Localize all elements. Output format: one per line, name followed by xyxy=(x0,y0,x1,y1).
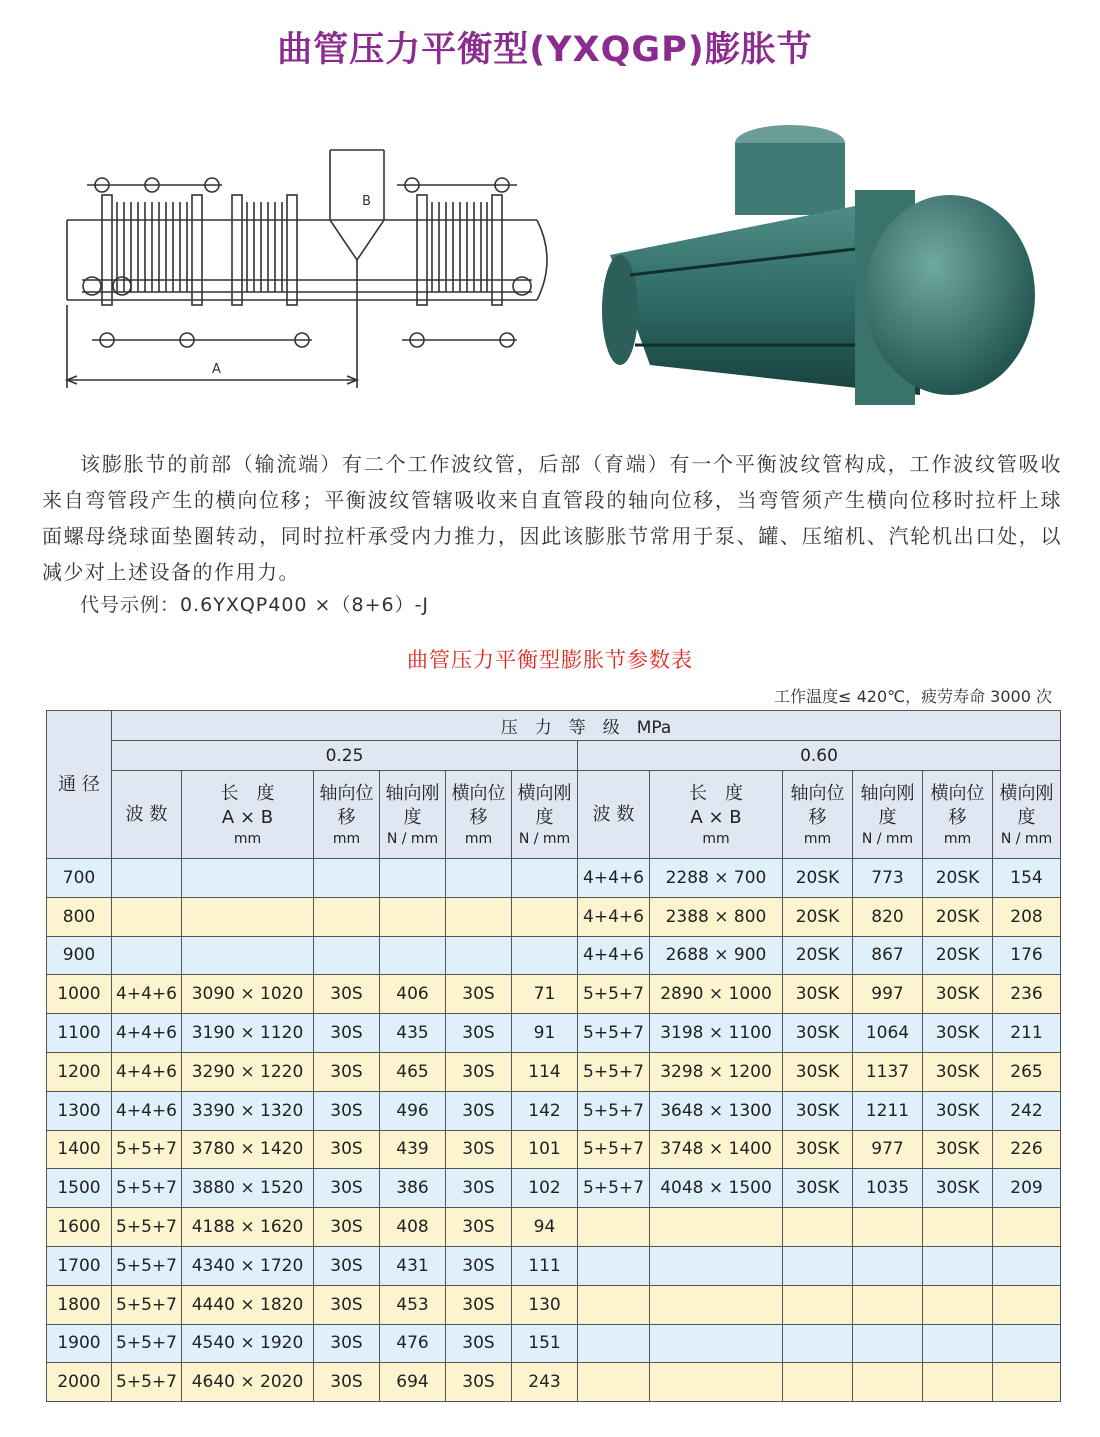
table-row xyxy=(47,1169,1061,1208)
table-cell: 242 xyxy=(993,1091,1061,1130)
table-cell: 3748 × 1400 xyxy=(650,1130,783,1169)
table-cell: 4188 × 1620 xyxy=(182,1208,314,1247)
table-cell: 4540 × 1920 xyxy=(182,1324,314,1363)
axial-stiff-label: 轴向刚度 xyxy=(860,782,915,828)
table-cell xyxy=(578,1208,650,1247)
table-cell: 30SK xyxy=(783,1052,853,1091)
table-cell: 30S xyxy=(314,1091,380,1130)
table-cell: 30SK xyxy=(783,1169,853,1208)
table-cell: 243 xyxy=(512,1363,578,1402)
table-cell: 4048 × 1500 xyxy=(650,1169,783,1208)
table-cell: 30S xyxy=(446,975,512,1014)
table-cell: 30SK xyxy=(783,1130,853,1169)
table-cell: 1064 xyxy=(853,1014,923,1053)
col-lat-stiff-060 xyxy=(993,771,1061,859)
group-025-header: 0.25 xyxy=(112,741,578,771)
axial-disp-label: 轴向位移 xyxy=(790,782,845,828)
axial-stiff-unit: N / mm xyxy=(861,830,914,847)
table-cell: 5+5+7 xyxy=(578,1014,650,1053)
table-row xyxy=(47,1324,1061,1363)
table-cell: 30SK xyxy=(923,1091,993,1130)
table-row xyxy=(47,975,1061,1014)
table-cell: 30S xyxy=(314,1130,380,1169)
table-cell: 5+5+7 xyxy=(112,1246,182,1285)
table-cell: 4440 × 1820 xyxy=(182,1285,314,1324)
table-cell xyxy=(923,1363,993,1402)
col-length-025 xyxy=(182,771,314,859)
col-length-unit: mm xyxy=(702,830,730,847)
table-cell: 30S xyxy=(446,1169,512,1208)
table-cell: 867 xyxy=(853,936,923,975)
table-cell: 30S xyxy=(314,1246,380,1285)
table-cell: 30SK xyxy=(923,1169,993,1208)
table-cell: 2688 × 900 xyxy=(650,936,783,975)
axial-stiff-unit: N / mm xyxy=(386,830,439,847)
table-cell: 30SK xyxy=(923,1130,993,1169)
row-diameter: 1200 xyxy=(47,1052,112,1091)
row-diameter: 1500 xyxy=(47,1169,112,1208)
table-cell xyxy=(314,859,380,898)
table-cell: 94 xyxy=(512,1208,578,1247)
table-cell: 5+5+7 xyxy=(112,1130,182,1169)
table-cell: 20SK xyxy=(783,859,853,898)
table-cell: 265 xyxy=(993,1052,1061,1091)
col-axial-stiff-060 xyxy=(853,771,923,859)
lat-disp-label: 横向位移 xyxy=(451,782,506,828)
table-cell: 3190 × 1120 xyxy=(182,1014,314,1053)
table-cell xyxy=(380,897,446,936)
table-cell: 496 xyxy=(380,1091,446,1130)
table-row xyxy=(47,1285,1061,1324)
table-cell: 5+5+7 xyxy=(112,1208,182,1247)
table-cell: 111 xyxy=(512,1246,578,1285)
table-cell xyxy=(578,1363,650,1402)
table-cell: 154 xyxy=(993,859,1061,898)
table-cell xyxy=(650,1363,783,1402)
table-cell: 5+5+7 xyxy=(112,1324,182,1363)
table-row xyxy=(47,897,1061,936)
table-cell: 3290 × 1220 xyxy=(182,1052,314,1091)
row-diameter: 2000 xyxy=(47,1363,112,1402)
row-diameter: 1800 xyxy=(47,1285,112,1324)
table-cell: 91 xyxy=(512,1014,578,1053)
table-row xyxy=(47,1052,1061,1091)
table-cell xyxy=(650,1285,783,1324)
table-cell: 30S xyxy=(446,1324,512,1363)
table-cell xyxy=(446,897,512,936)
parameter-table xyxy=(46,710,1061,1402)
table-cell xyxy=(923,1324,993,1363)
table-cell xyxy=(923,1208,993,1247)
table-cell xyxy=(182,859,314,898)
table-cell: 4340 × 1720 xyxy=(182,1246,314,1285)
table-row xyxy=(47,1014,1061,1053)
table-cell xyxy=(853,1363,923,1402)
table-cell: 5+5+7 xyxy=(578,975,650,1014)
table-cell: 977 xyxy=(853,1130,923,1169)
table-cell: 30S xyxy=(314,1014,380,1053)
pressure-header: 压 力 等 级 MPa xyxy=(112,711,1061,741)
col-axial-disp-060 xyxy=(783,771,853,859)
table-cell xyxy=(380,936,446,975)
table-cell: 465 xyxy=(380,1052,446,1091)
table-cell: 20SK xyxy=(923,936,993,975)
table-row xyxy=(47,859,1061,898)
table-cell: 20SK xyxy=(923,859,993,898)
page-title: 曲管压力平衡型(YXQGP)膨胀节 xyxy=(277,30,813,70)
table-cell xyxy=(512,936,578,975)
table-cell: 5+5+7 xyxy=(578,1091,650,1130)
table-cell: 30S xyxy=(314,1208,380,1247)
table-cell xyxy=(578,1324,650,1363)
table-cell xyxy=(650,1324,783,1363)
table-row xyxy=(47,1363,1061,1402)
table-cell xyxy=(446,859,512,898)
lat-stiff-unit: N / mm xyxy=(1000,830,1053,847)
table-cell: 3198 × 1100 xyxy=(650,1014,783,1053)
axial-disp-unit: mm xyxy=(332,830,361,847)
table-row xyxy=(47,1091,1061,1130)
table-cell: 431 xyxy=(380,1246,446,1285)
table-cell: 130 xyxy=(512,1285,578,1324)
group-060-header: 0.60 xyxy=(578,741,1061,771)
table-cell: 5+5+7 xyxy=(578,1052,650,1091)
table-cell: 4640 × 2020 xyxy=(182,1363,314,1402)
table-cell: 773 xyxy=(853,859,923,898)
table-cell: 2288 × 700 xyxy=(650,859,783,898)
table-cell: 30SK xyxy=(923,1014,993,1053)
col-length-label: 长 度 xyxy=(220,782,275,804)
table-cell: 435 xyxy=(380,1014,446,1053)
table-cell xyxy=(182,897,314,936)
row-diameter: 800 xyxy=(47,897,112,936)
table-cell xyxy=(993,1246,1061,1285)
col-lat-disp-025 xyxy=(446,771,512,859)
dim-b-label: B xyxy=(362,194,371,209)
col-axial-stiff-025 xyxy=(380,771,446,859)
table-cell xyxy=(783,1363,853,1402)
table-cell: 4+4+6 xyxy=(578,936,650,975)
product-photo xyxy=(590,95,1050,425)
table-cell: 1211 xyxy=(853,1091,923,1130)
table-cell: 30S xyxy=(446,1052,512,1091)
row-diameter: 1400 xyxy=(47,1130,112,1169)
table-cell xyxy=(112,859,182,898)
table-cell xyxy=(314,897,380,936)
col-lat-stiff-025 xyxy=(512,771,578,859)
row-diameter: 1900 xyxy=(47,1324,112,1363)
table-cell: 3648 × 1300 xyxy=(650,1091,783,1130)
table-cell: 20SK xyxy=(923,897,993,936)
table-cell xyxy=(993,1208,1061,1247)
table-cell: 5+5+7 xyxy=(112,1169,182,1208)
table-cell: 20SK xyxy=(783,897,853,936)
table-note: 工作温度≤ 420℃，疲劳寿命 3000 次 xyxy=(774,687,1052,706)
col-waves-025: 波 数 xyxy=(112,771,182,859)
table-cell: 71 xyxy=(512,975,578,1014)
table-cell: 211 xyxy=(993,1014,1061,1053)
lat-disp-unit: mm xyxy=(943,830,972,847)
description-paragraph: 该膨胀节的前部（输流端）有二个工作波纹管，后部（育端）有一个平衡波纹管构成，工作波纹管吸收来自弯管段产生的横向位移；平衡波纹管辖吸收来自直管段的轴向位移，当弯管须产生横向位移时拉杆上球面螺母绕球面垫圈转动，同时拉杆承受内力推力，因此该膨胀节常用于泵、罐、压缩机、汽轮机出口处，以减少对上述设备的作用力。 xyxy=(42,452,1062,584)
table-cell xyxy=(380,859,446,898)
table-cell xyxy=(446,936,512,975)
table-cell: 453 xyxy=(380,1285,446,1324)
row-diameter: 1600 xyxy=(47,1208,112,1247)
col-lat-disp-060 xyxy=(923,771,993,859)
table-cell xyxy=(578,1285,650,1324)
table-cell: 151 xyxy=(512,1324,578,1363)
table-cell: 5+5+7 xyxy=(112,1363,182,1402)
table-cell: 5+5+7 xyxy=(578,1130,650,1169)
code-example: 代号示例：0.6YXQP400 ×（8+6）-J xyxy=(80,594,430,616)
table-cell: 3390 × 1320 xyxy=(182,1091,314,1130)
table-row xyxy=(47,1246,1061,1285)
table-cell: 30SK xyxy=(783,1091,853,1130)
table-cell: 30S xyxy=(446,1091,512,1130)
table-cell: 4+4+6 xyxy=(578,859,650,898)
table-body xyxy=(47,859,1061,1402)
row-diameter: 1700 xyxy=(47,1246,112,1285)
table-cell: 20SK xyxy=(783,936,853,975)
table-cell: 3298 × 1200 xyxy=(650,1052,783,1091)
lat-stiff-label: 横向刚度 xyxy=(517,782,572,828)
table-cell xyxy=(853,1324,923,1363)
table-cell xyxy=(182,936,314,975)
table-cell: 3090 × 1020 xyxy=(182,975,314,1014)
table-cell xyxy=(650,1246,783,1285)
table-cell: 30S xyxy=(446,1246,512,1285)
table-cell: 30S xyxy=(314,1052,380,1091)
row-diameter: 1100 xyxy=(47,1014,112,1053)
table-cell xyxy=(923,1285,993,1324)
table-cell: 694 xyxy=(380,1363,446,1402)
table-cell: 30S xyxy=(446,1208,512,1247)
table-cell: 3880 × 1520 xyxy=(182,1169,314,1208)
table-cell: 236 xyxy=(993,975,1061,1014)
table-cell xyxy=(783,1285,853,1324)
table-cell xyxy=(853,1208,923,1247)
lat-stiff-label: 横向刚度 xyxy=(999,782,1054,828)
table-cell: 102 xyxy=(512,1169,578,1208)
table-cell: 30SK xyxy=(923,975,993,1014)
col-length-unit: mm xyxy=(233,830,262,847)
technical-drawing xyxy=(62,140,562,390)
table-cell xyxy=(853,1246,923,1285)
row-diameter: 700 xyxy=(47,859,112,898)
table-cell xyxy=(993,1285,1061,1324)
row-diameter: 900 xyxy=(47,936,112,975)
table-row xyxy=(47,1208,1061,1247)
axial-stiff-label: 轴向刚度 xyxy=(385,782,440,828)
table-cell: 820 xyxy=(853,897,923,936)
lat-disp-label: 横向位移 xyxy=(930,782,985,828)
table-cell: 5+5+7 xyxy=(112,1285,182,1324)
table-cell: 30S xyxy=(446,1363,512,1402)
table-cell xyxy=(853,1285,923,1324)
table-cell xyxy=(783,1208,853,1247)
table-cell: 30S xyxy=(314,1285,380,1324)
lat-stiff-unit: N / mm xyxy=(518,830,571,847)
table-cell xyxy=(112,936,182,975)
col-length-060 xyxy=(650,771,783,859)
table-cell xyxy=(650,1208,783,1247)
table-cell: 208 xyxy=(993,897,1061,936)
table-cell xyxy=(512,897,578,936)
row-diameter: 1000 xyxy=(47,975,112,1014)
table-cell: 101 xyxy=(512,1130,578,1169)
table-cell: 1137 xyxy=(853,1052,923,1091)
table-cell xyxy=(783,1246,853,1285)
table-cell: 5+5+7 xyxy=(578,1169,650,1208)
axial-disp-label: 轴向位移 xyxy=(319,782,374,828)
col-length-sub: A × B xyxy=(221,806,274,828)
table-cell: 176 xyxy=(993,936,1061,975)
table-cell: 114 xyxy=(512,1052,578,1091)
table-cell: 386 xyxy=(380,1169,446,1208)
table-cell: 30S xyxy=(314,975,380,1014)
table-cell: 30S xyxy=(314,1169,380,1208)
col-axial-disp-025 xyxy=(314,771,380,859)
table-row xyxy=(47,936,1061,975)
table-cell: 30S xyxy=(314,1324,380,1363)
table-cell: 30S xyxy=(446,1285,512,1324)
table-cell: 3780 × 1420 xyxy=(182,1130,314,1169)
table-cell: 997 xyxy=(853,975,923,1014)
row-diameter: 1300 xyxy=(47,1091,112,1130)
table-row xyxy=(47,1130,1061,1169)
table-cell xyxy=(512,859,578,898)
table-cell: 142 xyxy=(512,1091,578,1130)
table-title: 曲管压力平衡型膨胀节参数表 xyxy=(407,648,693,672)
table-cell: 4+4+6 xyxy=(578,897,650,936)
table-cell: 30SK xyxy=(783,975,853,1014)
lat-disp-unit: mm xyxy=(464,830,493,847)
col-length-label: 长 度 xyxy=(689,782,743,804)
axial-disp-unit: mm xyxy=(803,830,832,847)
table-cell: 30SK xyxy=(783,1014,853,1053)
table-cell: 1035 xyxy=(853,1169,923,1208)
table-cell: 4+4+6 xyxy=(112,1014,182,1053)
table-cell: 30S xyxy=(446,1014,512,1053)
table-cell xyxy=(783,1324,853,1363)
dim-a-label: A xyxy=(212,362,221,377)
col-waves-060: 波 数 xyxy=(578,771,650,859)
table-cell xyxy=(923,1246,993,1285)
table-cell: 4+4+6 xyxy=(112,1052,182,1091)
table-cell: 209 xyxy=(993,1169,1061,1208)
table-cell: 30S xyxy=(446,1130,512,1169)
table-cell: 439 xyxy=(380,1130,446,1169)
table-cell: 226 xyxy=(993,1130,1061,1169)
table-cell: 30SK xyxy=(923,1052,993,1091)
table-cell: 30S xyxy=(314,1363,380,1402)
table-cell: 4+4+6 xyxy=(112,1091,182,1130)
table-cell: 406 xyxy=(380,975,446,1014)
table-cell: 476 xyxy=(380,1324,446,1363)
table-cell xyxy=(993,1324,1061,1363)
table-cell: 408 xyxy=(380,1208,446,1247)
table-cell xyxy=(314,936,380,975)
table-cell: 2890 × 1000 xyxy=(650,975,783,1014)
table-cell: 4+4+6 xyxy=(112,975,182,1014)
col-length-sub: A × B xyxy=(690,806,742,828)
table-cell xyxy=(993,1363,1061,1402)
table-cell xyxy=(112,897,182,936)
diameter-header: 通 径 xyxy=(47,711,112,859)
table-cell: 2388 × 800 xyxy=(650,897,783,936)
table-cell xyxy=(578,1246,650,1285)
